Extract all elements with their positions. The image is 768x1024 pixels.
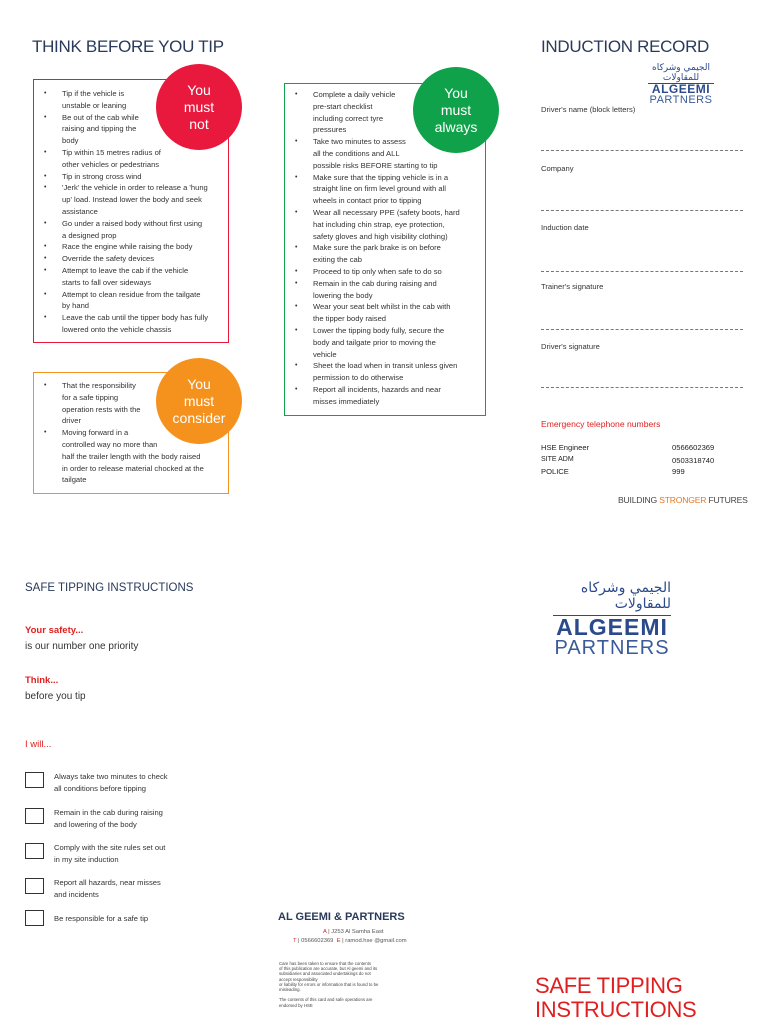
list-item: • Complete a daily vehicle	[295, 89, 485, 101]
company-label: Company	[541, 164, 574, 173]
logo-arabic-text: الجيمي وشركاه للمقاولات	[652, 63, 710, 83]
badge-line: always	[434, 118, 478, 135]
badge-line: not	[189, 115, 209, 132]
logo-line1: ALGEEMI	[648, 83, 714, 95]
phone-label: T	[293, 938, 297, 944]
list-item: • Make sure the park brake is on before	[295, 242, 485, 254]
list-item: • Be out of the cab while	[44, 112, 228, 124]
slogan-part1: BUILDING	[618, 495, 660, 505]
emergency-number-hse: 0566602369	[672, 443, 715, 452]
checklist-line: Remain in the cab during raising	[54, 808, 163, 817]
must-consider-badge	[156, 358, 242, 444]
checklist-item	[54, 877, 194, 900]
list-item: • Wear all necessary PPE (safety boots, hard	[295, 207, 485, 219]
list-item: lowered onto the vehicle chassis	[62, 324, 172, 334]
induction-date-label: Induction date	[541, 223, 589, 232]
list-item: straight line on firm level ground with all	[313, 184, 446, 194]
company-address: A | J253 Al Samha East	[323, 929, 384, 935]
list-item: • Wear your seat belt whilst in the cab with	[295, 301, 485, 313]
list-item: • Proceed to tip only when safe to do so	[295, 266, 485, 278]
checklist-item	[54, 842, 194, 865]
list-item: • Tip in strong cross wind	[44, 171, 228, 183]
list-item: • Tip if the vehicle is	[44, 88, 228, 100]
logo-arabic-text: الجيمي وشركاه للمقاولات	[580, 580, 671, 612]
checklist-line: Be responsible for a safe tip	[54, 914, 149, 923]
phone-value: 0566602369	[301, 938, 334, 944]
list-item: half the trailer length with the body raised	[62, 451, 201, 461]
list-item: exiting the cab	[313, 255, 362, 265]
list-item: up' load. Instead lower the body and seek	[62, 195, 202, 205]
slogan-part2: STRONGER	[659, 495, 707, 505]
your-safety-text: is our number one priority	[25, 641, 139, 652]
drivers-signature-line[interactable]	[541, 387, 743, 388]
company-logo-small	[648, 63, 714, 106]
badge-line: must	[440, 101, 472, 118]
cover-title-line2: INSTRUCTIONS	[535, 997, 697, 1022]
list-item: • Tip within 15 metres radius of	[44, 147, 228, 159]
trainers-signature-line[interactable]	[541, 329, 743, 330]
list-item: by hand	[62, 301, 90, 311]
think-before-you-tip-title: THINK BEFORE YOU TIP	[32, 37, 224, 56]
list-item: operation rests with the	[62, 404, 141, 414]
list-item: starts to fall over sideways	[62, 277, 152, 287]
slogan-part3: FUTURES	[706, 495, 748, 505]
badge-line: You	[187, 375, 211, 392]
emergency-label-police: POLICE	[541, 467, 569, 476]
company-logo-large	[553, 580, 671, 658]
list-item: • Lower the tipping body fully, secure the	[295, 325, 485, 337]
list-item: body and tailgate prior to moving the	[313, 337, 436, 347]
disclaimer-line: subsidiaries and associated undertakings do not	[279, 971, 371, 977]
think-heading: Think...	[25, 675, 59, 686]
list-item: a designed prop	[62, 230, 117, 240]
disclaimer-line: endorsed by HSE	[279, 1002, 313, 1008]
list-item: • Race the engine while raising the body	[44, 241, 228, 253]
checklist-item	[54, 807, 194, 830]
list-item: • Make sure that the tipping vehicle is in a	[295, 172, 485, 184]
address-value: J253 Al Samha East	[331, 929, 384, 935]
disclaimer-line: Care has been taken to ensure that the contents	[279, 961, 371, 966]
list-item: tailgate	[62, 475, 87, 485]
list-item: • That the responsibility	[44, 380, 228, 392]
list-item: hat including chin strap, eye protection,	[313, 219, 445, 229]
list-item: • Remain in the cab during raising and	[295, 278, 485, 290]
company-contacts: T | 0566602369 E | ramod.hse @gmail.com	[293, 938, 407, 944]
disclaimer	[279, 961, 419, 1008]
badge-line: You	[187, 81, 211, 98]
list-item: misses immediately	[313, 396, 380, 406]
checklist-item	[54, 913, 194, 925]
checkbox-report-hazards[interactable]	[25, 878, 44, 894]
list-item: • Moving forward in a	[44, 427, 228, 439]
list-item: in order to release material chocked at the	[62, 463, 204, 473]
emergency-number-site: 0503318740	[672, 456, 715, 465]
list-item: safety gloves and high visibility clothing)	[313, 231, 448, 241]
checklist-line: Report all hazards, near misses	[54, 878, 161, 887]
logo-line1: ALGEEMI	[553, 615, 671, 638]
list-item: vehicle	[313, 349, 337, 359]
list-item: driver	[62, 416, 81, 426]
checklist-item	[54, 771, 194, 794]
list-item: unstable or leaning	[62, 100, 127, 110]
checkbox-comply-site-rules[interactable]	[25, 843, 44, 859]
induction-record-title: INDUCTION RECORD	[541, 37, 710, 56]
checklist-line: Always take two minutes to check	[54, 772, 168, 781]
list-item: assistance	[62, 206, 98, 216]
list-item: controlled way no more than	[62, 439, 158, 449]
list-item: • 'Jerk' the vehicle in order to release a 'hung	[44, 182, 228, 194]
list-item: the tipper body raised	[313, 314, 387, 324]
email-value: ramod.hse @gmail.com	[345, 938, 407, 944]
badge-line: consider	[172, 409, 226, 426]
your-safety-heading: Your safety...	[25, 625, 84, 636]
disclaimer-line: misleading.	[279, 987, 301, 993]
checklist-line: all conditions before tipping	[54, 783, 147, 793]
think-text: before you tip	[25, 691, 86, 702]
trainers-signature-label: Trainer's signature	[541, 282, 604, 291]
drivers-signature-label: Driver's signature	[541, 342, 600, 351]
logo-line2: PARTNERS	[554, 637, 670, 659]
address-label: A	[323, 929, 327, 935]
list-item: possible risks BEFORE starting to tip	[313, 160, 438, 170]
must-always-badge	[413, 67, 499, 153]
disclaimer-line: or liability for errors or information that is found to be	[279, 981, 379, 987]
list-item: • Override the safety devices	[44, 253, 228, 265]
list-item: all the conditions and ALL	[313, 148, 400, 158]
checkbox-remain-in-cab[interactable]	[25, 808, 44, 824]
cover-title	[535, 974, 696, 1022]
list-item: wheels in contact prior to tipping	[313, 196, 422, 206]
company-name: AL GEEMI & PARTNERS	[278, 911, 405, 923]
disclaimer-line: of this publication are accurate, but Al geemi and its	[279, 966, 378, 972]
disclaimer-line: The contents of this card and safe operations are	[279, 997, 373, 1003]
i-will-heading: I will...	[25, 739, 52, 750]
list-item: pre-start checklist	[313, 101, 373, 111]
badge-line: must	[183, 392, 215, 409]
list-item: pressures	[313, 125, 347, 135]
disclaimer-line: accept responsibility	[279, 976, 318, 982]
checklist-line: and lowering of the body	[54, 819, 137, 829]
badge-line: must	[183, 98, 215, 115]
slogan	[618, 495, 748, 505]
logo-line2: PARTNERS	[649, 94, 713, 106]
company-line[interactable]	[541, 210, 743, 211]
list-item: • Attempt to leave the cab if the vehicle	[44, 265, 228, 277]
list-item: • Leave the cab until the tipper body has fully	[44, 312, 228, 324]
checklist-line: and incidents	[54, 889, 99, 899]
list-item: • Sheet the load when in transit unless given	[295, 360, 485, 372]
list-item: including correct tyre	[313, 113, 384, 123]
list-item: permission to do otherwise	[313, 373, 404, 383]
cover-title-line1: SAFE TIPPING	[535, 973, 683, 998]
emergency-label-hse: HSE Engineer	[541, 443, 590, 452]
list-item: • Attempt to clean residue from the tailgate	[44, 289, 228, 301]
badge-line: You	[444, 84, 468, 101]
checklist-line: Comply with the site rules set out	[54, 843, 166, 852]
list-item: • Go under a raised body without first using	[44, 218, 228, 230]
list-item: • Report all incidents, hazards and near	[295, 384, 485, 396]
induction-date-line[interactable]	[541, 271, 743, 272]
list-item: body	[62, 136, 79, 146]
emergency-number-police: 999	[672, 467, 685, 476]
drivers-name-line[interactable]	[541, 150, 743, 151]
checkbox-responsible-safe-tip[interactable]	[25, 910, 44, 926]
list-item: for a safe tipping	[62, 392, 119, 402]
list-item: raising and tipping the	[62, 124, 137, 134]
emergency-title: Emergency telephone numbers	[541, 419, 661, 429]
list-item: lowering the body	[313, 290, 373, 300]
checkbox-take-two-minutes[interactable]	[25, 772, 44, 788]
list-item: other vehicles or pedestrians	[62, 159, 160, 169]
drivers-name-label: Driver's name (block letters)	[541, 105, 636, 114]
email-label: E	[336, 938, 341, 944]
emergency-label-site: SITE ADM	[541, 456, 574, 463]
list-item: • Take two minutes to assess	[295, 136, 485, 148]
checklist-line: in my site induction	[54, 854, 119, 864]
safe-tipping-heading: SAFE TIPPING INSTRUCTIONS	[25, 582, 194, 594]
must-not-badge	[156, 64, 242, 150]
